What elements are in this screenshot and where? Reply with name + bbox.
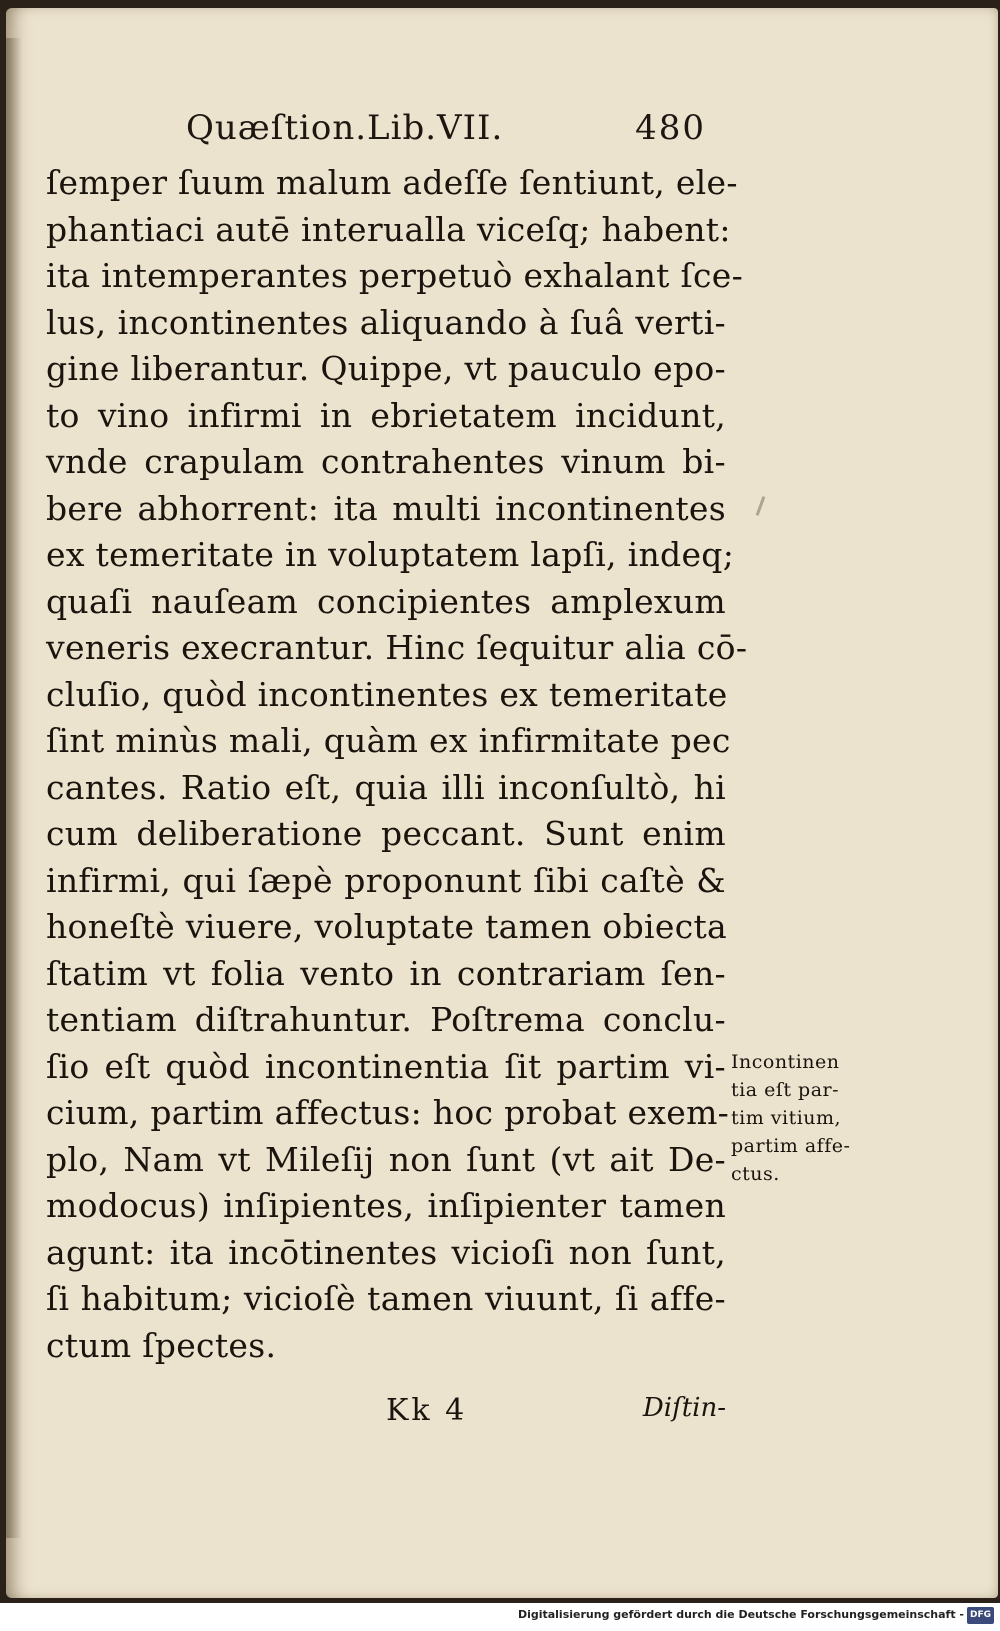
running-head-title: Quæſtion.Lib.VII. bbox=[186, 108, 504, 148]
text-line: agunt: ita incōtinentes vicioſi non ſunt, bbox=[46, 1232, 726, 1272]
text-line: infirmi, qui ſæpè proponunt ſibi caſtè & bbox=[46, 860, 726, 900]
marginal-note-line: partim affe- bbox=[731, 1135, 851, 1157]
text-line: gine liberantur. Quippe, vt pauculo epo- bbox=[46, 349, 726, 388]
text-line: vnde crapulam contrahentes vinum bi- bbox=[46, 442, 726, 481]
text-line: veneris execrantur. Hinc ſequitur alia cō- bbox=[46, 628, 748, 667]
text-line: ſtatim vt folia vento in contrariam ſen- bbox=[46, 953, 726, 993]
ink-smudge bbox=[756, 496, 766, 516]
text-line: ſint minùs mali, quàm ex infirmitate pec bbox=[46, 721, 731, 760]
text-line: cluſio, quòd incontinentes ex temeritate bbox=[46, 674, 728, 714]
marginal-note-line: Incontinen bbox=[731, 1051, 840, 1073]
text-line: cium, partim affectus: hoc probat exem- bbox=[46, 1093, 730, 1132]
text-line: ex temeritate in voluptatem lapſi, indeq; bbox=[46, 535, 735, 574]
marginal-note-line: tia eſt par- bbox=[731, 1079, 840, 1101]
text-line: phantiaci autē interualla viceſq; habent: bbox=[46, 209, 731, 249]
text-line: ſi habitum; vicioſè tamen viuunt, ſi affe- bbox=[46, 1279, 726, 1318]
signature-mark: Kk 4 bbox=[386, 1393, 468, 1428]
page-number: 480 bbox=[635, 108, 706, 148]
text-line: ſio eſt quòd incontinentia ſit partim vi- bbox=[46, 1046, 726, 1086]
page-gutter-shadow bbox=[6, 38, 22, 1538]
text-line: tentiam diſtrahuntur. Poſtrema conclu- bbox=[46, 1000, 726, 1039]
marginal-note bbox=[731, 1048, 881, 1188]
text-line: lus, incontinentes aliquando à ſuâ verti- bbox=[46, 302, 726, 342]
digitization-credit: Digitalisierung gefördert durch die Deutsche Forschungsgemeinschaft - bbox=[517, 1608, 964, 1621]
text-line: quaſi nauſeam concipientes amplexum bbox=[46, 581, 726, 621]
text-line-last: ctum ſpectes. bbox=[46, 1325, 277, 1365]
marginal-note-line: tim vitium, bbox=[731, 1107, 842, 1129]
text-line: to vino infirmi in ebrietatem incidunt, bbox=[46, 395, 726, 435]
text-line: cum deliberatione peccant. Sunt enim bbox=[46, 814, 726, 853]
page-footer bbox=[386, 1393, 726, 1433]
text-line: honeſtè viuere, voluptate tamen obiecta bbox=[46, 907, 728, 946]
book-page bbox=[6, 8, 998, 1598]
text-line: ita intemperantes perpetuò exhalant ſce- bbox=[46, 256, 744, 295]
text-line: bere abhorrent: ita multi incontinentes bbox=[46, 488, 726, 528]
text-line: modocus) inſipientes, inſipienter tamen bbox=[46, 1186, 726, 1225]
credit-bar bbox=[0, 1603, 1000, 1631]
catchword: Diſtin- bbox=[642, 1393, 726, 1423]
body-text bbox=[46, 160, 748, 1369]
running-head bbox=[186, 108, 706, 158]
text-line: cantes. Ratio eſt, quia illi inconſultò, hi bbox=[46, 767, 726, 807]
text-line: ſemper ſuum malum adeſſe ſentiunt, ele- bbox=[46, 163, 738, 202]
marginal-note-line: ctus. bbox=[731, 1163, 780, 1185]
dfg-logo: DFG bbox=[967, 1607, 994, 1624]
text-line: plo, Nam vt Mileſij non ſunt (vt ait De- bbox=[46, 1139, 726, 1179]
